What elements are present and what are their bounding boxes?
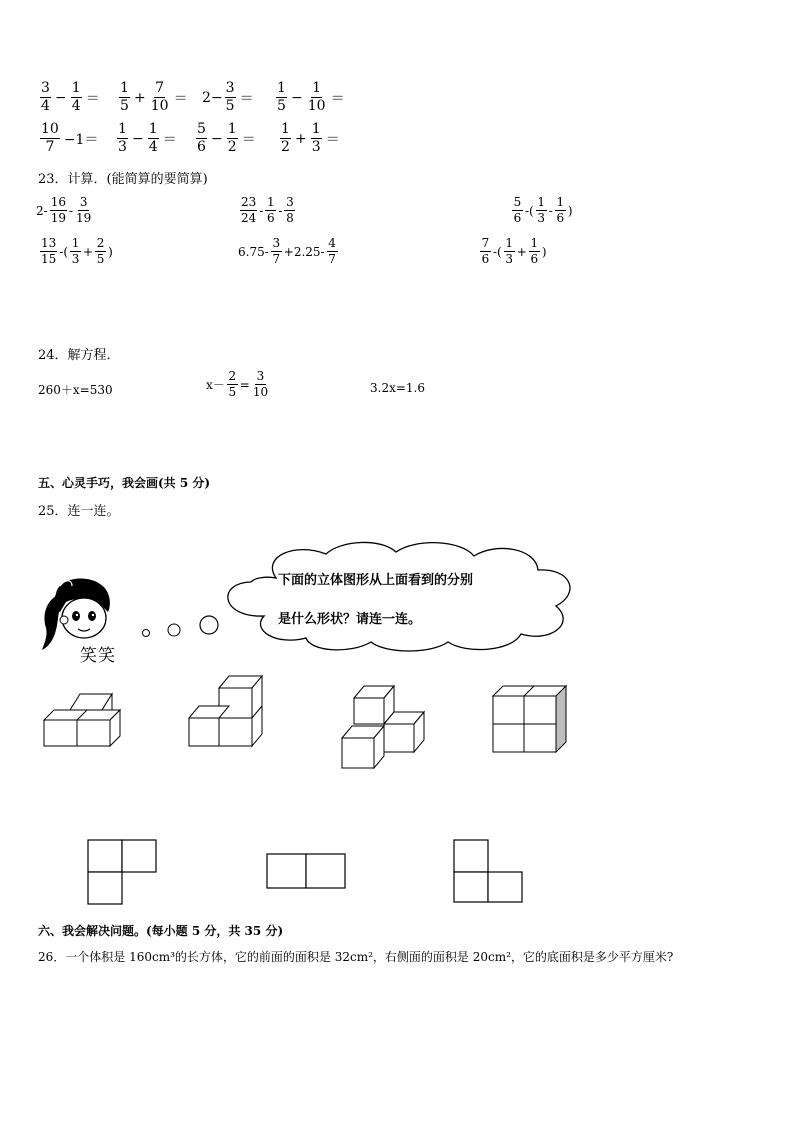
numerator: 10 (41, 121, 59, 137)
equation-3: 3.2x=1.6 (370, 381, 425, 395)
numerator: 3 (256, 369, 265, 383)
numerator: 1 (227, 121, 237, 137)
denominator: 5 (225, 98, 235, 114)
top-view-shape-1 (86, 838, 158, 906)
denominator: 24 (241, 211, 257, 225)
denominator: 19 (76, 211, 92, 225)
numerator: 1 (267, 195, 275, 209)
denominator: 4 (71, 98, 81, 114)
denominator: 6 (556, 211, 565, 225)
cube-figure-3 (338, 684, 430, 772)
denominator: 8 (286, 211, 294, 225)
denominator: 4 (148, 139, 158, 155)
numerator: 1 (71, 80, 81, 96)
denominator: 5 (277, 98, 286, 114)
numerator: 3 (225, 80, 235, 96)
operator: + (134, 89, 146, 106)
operator: − (291, 89, 303, 106)
q23-expr-b (238, 195, 297, 226)
operator: - (259, 203, 264, 218)
section-5-title: 五、心灵手巧，我会画(共 5 分) (38, 476, 211, 490)
denominator: 6 (530, 252, 539, 266)
thought-bubble (216, 538, 588, 654)
denominator: 3 (505, 252, 514, 266)
numerator: 2 (96, 236, 105, 250)
numerator: 1 (311, 121, 321, 137)
denominator: 7 (328, 252, 336, 266)
operator: − (55, 89, 67, 106)
paren: ) (108, 244, 113, 259)
expr-r2-2 (115, 121, 179, 156)
numerator: 1 (530, 236, 539, 250)
bubble-line-1: 下面的立体图形从上面看到的分别 (278, 573, 474, 588)
equals: ＝ (162, 131, 177, 148)
q23-expr-e (238, 236, 340, 267)
denominator: 5 (228, 385, 237, 399)
numerator: 2 (228, 369, 237, 383)
top-view-shape-2 (265, 852, 347, 890)
denominator: 10 (150, 98, 169, 114)
denominator: 2 (227, 139, 237, 155)
q23-expr-c (510, 195, 573, 226)
numerator: 1 (277, 80, 286, 96)
denominator: 2 (281, 139, 290, 155)
numerator: 4 (328, 236, 336, 250)
operand: 2− (202, 89, 223, 106)
expr-r2-4 (278, 121, 342, 156)
q26-text: 26．一个体积是 160cm³的长方体，它的前面的面积是 32cm²，右侧面的面积是 20cm²，它的底面积是多少平方厘米? (38, 950, 674, 964)
operator: + (83, 244, 94, 259)
top-view-shape-3 (452, 838, 526, 904)
numerator: 1 (537, 195, 546, 209)
thought-dots (138, 612, 222, 640)
paren: ) (541, 244, 547, 259)
operator: -( (525, 203, 534, 218)
numerator: 3 (286, 195, 294, 209)
equals: ＝ (85, 90, 100, 107)
q23-title: 23．计算．(能简算的要简算) (38, 172, 208, 187)
denominator: 6 (267, 211, 275, 225)
numerator: 1 (556, 195, 565, 209)
operator: + (295, 130, 307, 147)
operator: − (211, 130, 223, 147)
bubble-line-2: 是什么形状？请连一连。 (278, 612, 422, 627)
operand: +2.25- (283, 244, 325, 259)
expr-r1-3 (202, 80, 256, 115)
denominator: 5 (120, 98, 129, 114)
equals: ＝ (241, 131, 256, 148)
expr-r2-1 (38, 121, 100, 156)
operator: - (278, 203, 283, 218)
cube-figure-4 (490, 684, 570, 756)
equals: ＝ (173, 90, 188, 107)
operator: - (68, 203, 74, 218)
expr-r1-4 (274, 80, 347, 115)
equals: = (239, 377, 250, 392)
operand: x－ (206, 378, 225, 392)
denominator: 5 (96, 252, 105, 266)
numerator: 7 (481, 236, 490, 250)
operator: -( (59, 244, 69, 259)
q23-expr-f (478, 236, 547, 267)
girl-label: 笑笑 (80, 646, 116, 666)
denominator: 7 (45, 139, 55, 155)
denominator: 4 (41, 98, 50, 114)
denominator: 6 (481, 252, 490, 266)
denominator: 6 (197, 139, 206, 155)
operator: -( (493, 244, 502, 259)
q23-expr-a (36, 195, 94, 226)
equation-1: 260＋x=530 (38, 383, 113, 397)
operand: 6.75- (238, 244, 269, 259)
denominator: 19 (50, 211, 66, 225)
denominator: 3 (71, 252, 80, 266)
denominator: 3 (537, 211, 546, 225)
numerator: 23 (241, 195, 257, 209)
numerator: 1 (120, 80, 129, 96)
equals: ＝ (330, 90, 345, 107)
numerator: 3 (79, 195, 88, 209)
operator: - (548, 203, 553, 218)
equation-2 (206, 369, 271, 400)
numerator: 1 (505, 236, 514, 250)
operand: 2- (36, 203, 48, 218)
expr-r1-1 (38, 80, 102, 115)
cube-figure-1 (40, 690, 124, 750)
numerator: 1 (118, 121, 127, 137)
cube-figure-2 (186, 674, 266, 750)
denominator: 3 (118, 139, 127, 155)
numerator: 5 (513, 195, 522, 209)
numerator: 13 (41, 236, 57, 250)
numerator: 7 (155, 80, 165, 96)
numerator: 3 (41, 80, 50, 96)
operator: − (132, 130, 144, 147)
numerator: 1 (281, 121, 290, 137)
numerator: 1 (148, 121, 158, 137)
denominator: 7 (272, 252, 281, 266)
q23-expr-d (38, 236, 113, 267)
numerator: 5 (197, 121, 206, 137)
q24-title: 24．解方程． (38, 348, 120, 363)
denominator: 15 (41, 252, 57, 266)
section-6-title: 六、我会解决问题。(每小题 5 分，共 35 分) (38, 924, 284, 938)
denominator: 3 (311, 139, 321, 155)
paren: ) (567, 203, 573, 218)
denominator: 10 (307, 98, 326, 114)
q25-title: 25．连一连。 (38, 504, 120, 519)
operator: + (516, 244, 527, 259)
denominator: 6 (513, 211, 522, 225)
operand: −1＝ (63, 131, 99, 148)
expr-r2-3 (194, 121, 258, 156)
numerator: 1 (71, 236, 80, 250)
numerator: 16 (50, 195, 66, 209)
equals: ＝ (239, 90, 254, 107)
numerator: 1 (312, 80, 322, 96)
denominator: 10 (252, 385, 269, 399)
equals: ＝ (325, 131, 340, 148)
numerator: 3 (272, 236, 281, 250)
expr-r1-2 (117, 80, 190, 115)
